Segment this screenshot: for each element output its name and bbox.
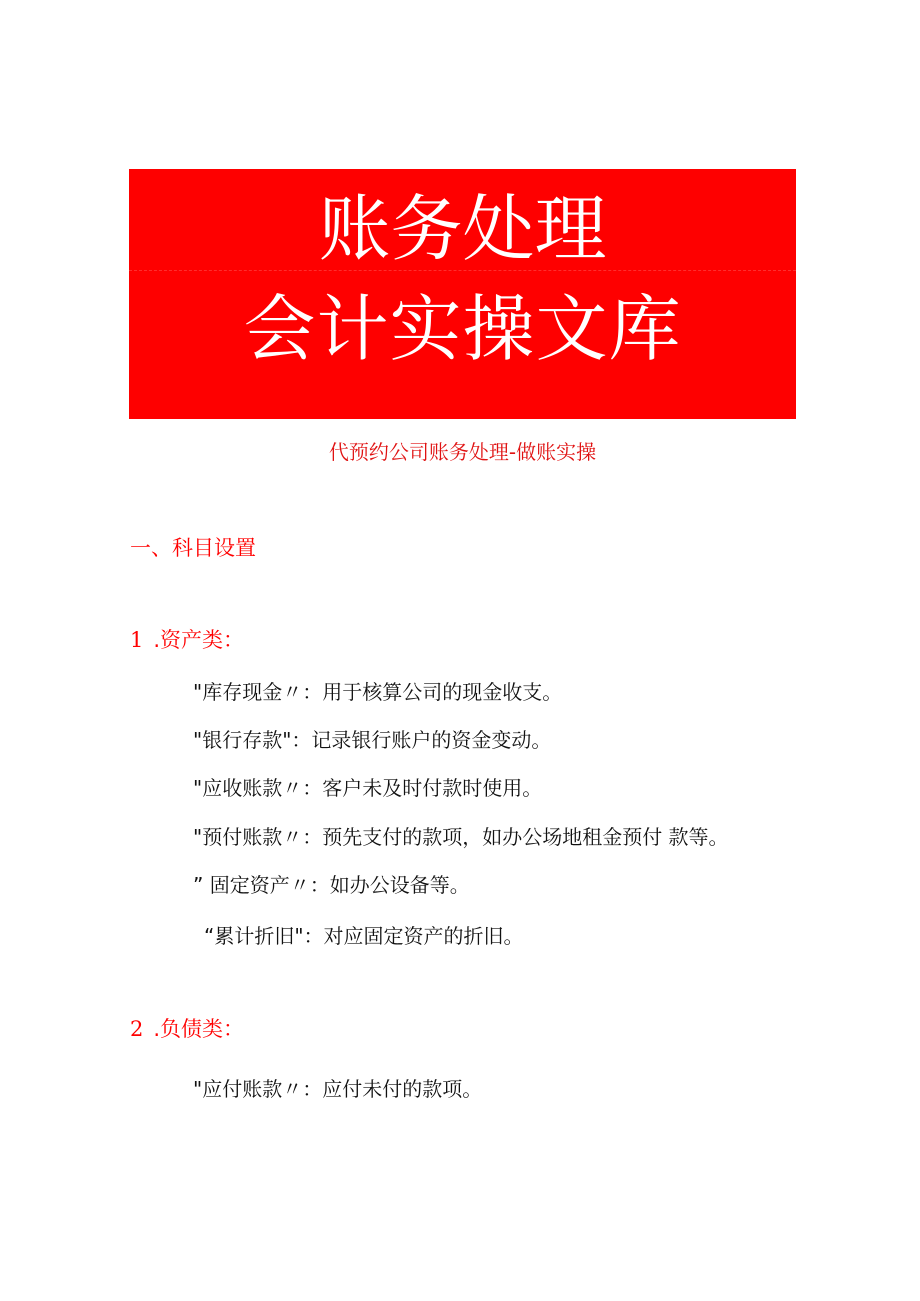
section-number: 2 [130, 1017, 144, 1041]
banner-title-line-1: 账务处理 [318, 187, 607, 271]
section-label: .资产类： [153, 628, 245, 652]
section-label: .负债类： [153, 1017, 245, 1041]
section-heading: 一、科目设置 [130, 536, 256, 560]
list-item: "应付账款〃：应付未付的款项。 [193, 1077, 483, 1101]
list-item: "预付账款〃：预先支付的款项，如办公场地租金预付 款等。 [193, 825, 729, 849]
list-item: “累计折旧"：对应固定资产的折旧。 [204, 924, 524, 948]
section-title-liabilities [130, 1014, 244, 1044]
list-item: "应收账款〃：客户未及时付款时使用。 [193, 776, 543, 800]
section-number: 1 [130, 628, 144, 652]
list-item: "库存现金〃：用于核算公司的现金收支。 [193, 680, 563, 704]
section-title-assets [130, 625, 244, 655]
banner-title-line-2: 会计实操文库 [243, 287, 682, 371]
document-subtitle: 代预约公司账务处理-做账实操 [328, 440, 597, 464]
banner-divider [129, 270, 796, 271]
title-banner [129, 169, 796, 419]
list-item: "银行存款"：记录银行账户的资金变动。 [193, 728, 552, 752]
list-item: ” 固定资产〃：如办公设备等。 [193, 873, 470, 897]
